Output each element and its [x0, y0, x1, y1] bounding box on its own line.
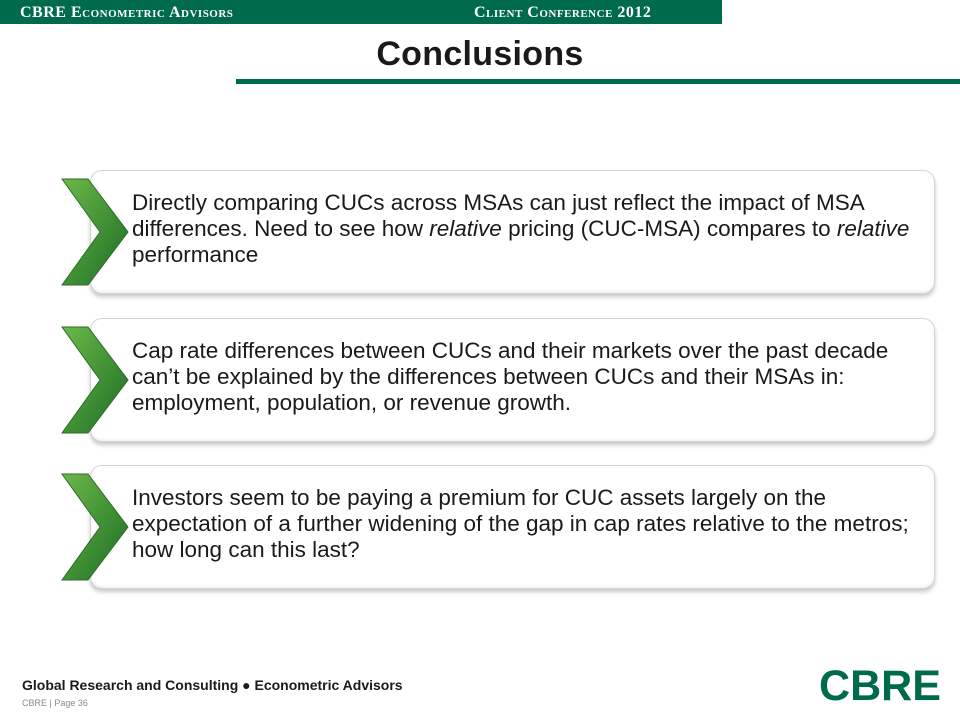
card-text-1: Directly comparing CUCs across MSAs can just reflect the impact of MSA differences. Need to see how relative pricing (CUC-MSA) compares to relative performance — [132, 190, 910, 267]
header-left-label: CBRE Econometric Advisors — [20, 4, 234, 21]
footer-organization: Global Research and Consulting ● Econometric Advisors — [22, 677, 403, 693]
cbre-logo — [817, 664, 943, 706]
chevron-icon — [60, 324, 132, 436]
card-text-3: Investors seem to be paying a premium for CUC assets largely on the expectation of a further widening of the gap in cap rates relative to the metros; how long can this last? — [132, 485, 909, 562]
conclusion-card-1 — [60, 170, 935, 294]
header-bar — [0, 0, 722, 24]
title-rule — [236, 79, 960, 84]
page-title: Conclusions — [376, 35, 584, 73]
chevron-icon — [60, 471, 132, 583]
header-right-label: Client Conference 2012 — [474, 4, 652, 21]
card-text-2: Cap rate differences between CUCs and their markets over the past decade can’t be explained by the differences between CUCs and their MSAs in: employment, population, or revenue growth. — [132, 338, 889, 415]
chevron-icon — [60, 176, 132, 288]
page-number: CBRE | Page 36 — [22, 698, 88, 708]
conclusion-card-2 — [60, 318, 935, 442]
conclusion-card-3 — [60, 465, 935, 589]
logo-text: CBRE — [819, 664, 941, 706]
